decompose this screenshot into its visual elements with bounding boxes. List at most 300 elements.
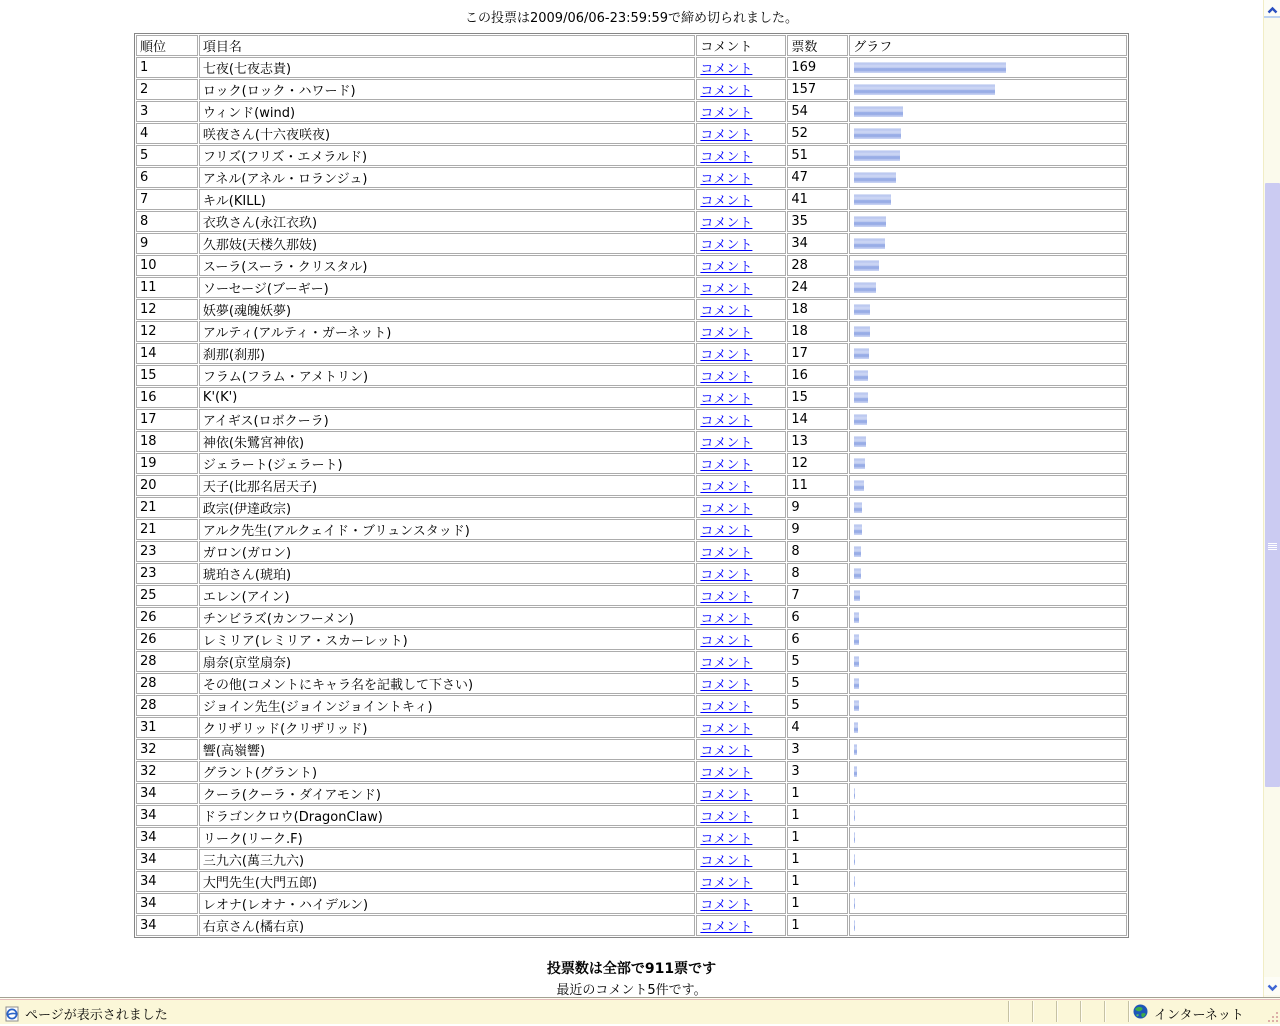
comment-cell <box>696 585 786 606</box>
graph-cell <box>849 453 1127 474</box>
statusbar-separator <box>1080 1001 1082 1022</box>
item-name-cell: ドラゴンクロウ(DragonClaw) <box>199 805 695 826</box>
comment-link[interactable]: コメント <box>700 898 753 913</box>
votes-cell: 9 <box>787 497 848 518</box>
table-row <box>136 827 1127 848</box>
graph-cell <box>849 717 1127 738</box>
graph-cell <box>849 497 1127 518</box>
votes-cell: 8 <box>787 541 848 562</box>
comment-cell <box>696 145 786 166</box>
comment-cell <box>696 849 786 870</box>
item-name-cell: アルティ(アルティ・ガーネット) <box>199 321 695 342</box>
security-zone-label: インターネット <box>1154 1008 1244 1023</box>
scroll-down-button[interactable] <box>1264 977 1280 995</box>
comment-cell <box>696 541 786 562</box>
item-name-cell: 久那妓(天楼久那妓) <box>199 233 695 254</box>
rank-cell: 31 <box>136 717 198 738</box>
vote-bar <box>854 854 855 865</box>
table-row <box>136 431 1127 452</box>
scrollbar-thumb-grip <box>1268 543 1277 550</box>
item-name-cell: キル(KILL) <box>199 189 695 210</box>
graph-cell <box>849 409 1127 430</box>
comment-link[interactable]: コメント <box>700 480 753 495</box>
statusbar-separator <box>1128 1001 1130 1022</box>
votes-cell: 8 <box>787 563 848 584</box>
comment-link[interactable]: コメント <box>700 172 753 187</box>
scrollbar-thumb[interactable] <box>1265 183 1280 787</box>
table-row <box>136 695 1127 716</box>
votes-cell: 3 <box>787 739 848 760</box>
item-name-cell: 咲夜さん(十六夜咲夜) <box>199 123 695 144</box>
vote-bar <box>854 392 868 403</box>
comment-link[interactable]: コメント <box>700 722 753 737</box>
graph-cell <box>849 585 1127 606</box>
comment-link[interactable]: コメント <box>700 876 753 891</box>
rank-cell: 34 <box>136 893 198 914</box>
votes-cell: 157 <box>787 79 848 100</box>
comment-cell <box>696 255 786 276</box>
comment-link[interactable]: コメント <box>700 546 753 561</box>
comment-cell <box>696 343 786 364</box>
vote-bar <box>854 106 903 117</box>
rank-cell: 8 <box>136 211 198 232</box>
vote-bar <box>854 238 885 249</box>
graph-cell <box>849 321 1127 342</box>
comment-cell <box>696 827 786 848</box>
vote-bar <box>854 216 886 227</box>
comment-cell <box>696 651 786 672</box>
vote-bar <box>854 876 855 887</box>
table-row <box>136 145 1127 166</box>
vote-bar <box>854 810 855 821</box>
votes-cell: 35 <box>787 211 848 232</box>
comment-cell <box>696 409 786 430</box>
item-name-cell: アルク先生(アルクェイド・ブリュンスタッド) <box>199 519 695 540</box>
votes-cell: 1 <box>787 805 848 826</box>
recent-comments-line: 最近のコメント5件です。 <box>556 983 707 997</box>
graph-cell <box>849 57 1127 78</box>
vertical-scrollbar[interactable] <box>1263 0 1280 997</box>
comment-link[interactable]: コメント <box>700 920 753 935</box>
table-row <box>136 739 1127 760</box>
votes-cell: 41 <box>787 189 848 210</box>
votes-cell: 34 <box>787 233 848 254</box>
table-row <box>136 343 1127 364</box>
table-row <box>136 629 1127 650</box>
comment-link[interactable]: コメント <box>700 370 753 385</box>
rank-cell: 34 <box>136 915 198 936</box>
item-name-cell: 妖夢(魂魄妖夢) <box>199 299 695 320</box>
rank-cell: 16 <box>136 387 198 408</box>
vote-bar <box>854 744 857 755</box>
votes-cell: 28 <box>787 255 848 276</box>
comment-link[interactable]: コメント <box>700 612 753 627</box>
table-row <box>136 519 1127 540</box>
item-name-cell: 響(高嶺響) <box>199 739 695 760</box>
table-row <box>136 57 1127 78</box>
comment-link[interactable]: コメント <box>700 304 753 319</box>
item-name-cell: 刹那(刹那) <box>199 343 695 364</box>
comment-link[interactable]: コメント <box>700 282 753 297</box>
table-row <box>136 167 1127 188</box>
rank-cell: 23 <box>136 563 198 584</box>
vote-bar <box>854 722 858 733</box>
comment-link[interactable]: コメント <box>700 326 753 341</box>
votes-cell: 6 <box>787 607 848 628</box>
rank-cell: 34 <box>136 827 198 848</box>
comment-cell <box>696 761 786 782</box>
table-row <box>136 387 1127 408</box>
table-row <box>136 79 1127 100</box>
item-name-cell: ソーセージ(ブーギー) <box>199 277 695 298</box>
table-row <box>136 475 1127 496</box>
item-name-cell: ガロン(ガロン) <box>199 541 695 562</box>
comment-cell <box>696 893 786 914</box>
comment-cell <box>696 299 786 320</box>
rank-cell: 28 <box>136 695 198 716</box>
vote-bar <box>854 524 862 535</box>
window-resize-grip[interactable] <box>1265 1009 1278 1022</box>
table-row <box>136 673 1127 694</box>
votes-cell: 5 <box>787 695 848 716</box>
comment-link[interactable]: コメント <box>700 744 753 759</box>
vote-bar <box>854 612 859 623</box>
table-row <box>136 915 1127 936</box>
rank-cell: 3 <box>136 101 198 122</box>
rank-cell: 32 <box>136 739 198 760</box>
comment-cell <box>696 101 786 122</box>
table-row <box>136 849 1127 870</box>
comment-cell <box>696 277 786 298</box>
graph-cell <box>849 387 1127 408</box>
rank-cell: 12 <box>136 321 198 342</box>
graph-cell <box>849 783 1127 804</box>
comment-link[interactable]: コメント <box>700 810 753 825</box>
comment-link[interactable]: コメント <box>700 524 753 539</box>
rank-cell: 2 <box>136 79 198 100</box>
comment-cell <box>696 563 786 584</box>
comment-cell <box>696 915 786 936</box>
votes-cell: 15 <box>787 387 848 408</box>
vote-closed-notice: この投票は2009/06/06-23:59:59で締め切られました。 <box>464 11 798 26</box>
votes-cell: 1 <box>787 893 848 914</box>
table-row <box>136 299 1127 320</box>
vote-bar <box>854 326 870 337</box>
internet-globe-icon <box>1133 1004 1148 1023</box>
comment-cell <box>696 695 786 716</box>
rank-cell: 5 <box>136 145 198 166</box>
votes-cell: 1 <box>787 849 848 870</box>
comment-cell <box>696 783 786 804</box>
item-name-cell: 神依(朱鷺宮神依) <box>199 431 695 452</box>
votes-cell: 169 <box>787 57 848 78</box>
vote-bar <box>854 898 855 909</box>
graph-cell <box>849 255 1127 276</box>
statusbar-separator <box>1008 1001 1010 1022</box>
vote-bar <box>854 84 995 95</box>
graph-cell <box>849 365 1127 386</box>
votes-cell: 18 <box>787 321 848 342</box>
graph-cell <box>849 629 1127 650</box>
vote-bar <box>854 590 860 601</box>
table-row <box>136 277 1127 298</box>
table-row <box>136 101 1127 122</box>
table-row <box>136 761 1127 782</box>
table-row <box>136 651 1127 672</box>
vote-bar <box>854 260 879 271</box>
votes-cell: 12 <box>787 453 848 474</box>
graph-cell <box>849 299 1127 320</box>
votes-cell: 1 <box>787 827 848 848</box>
vote-bar <box>854 172 896 183</box>
table-row <box>136 211 1127 232</box>
comment-link[interactable]: コメント <box>700 502 753 517</box>
vote-bar <box>854 304 870 315</box>
status-bar <box>0 997 1280 1024</box>
rank-cell: 6 <box>136 167 198 188</box>
graph-cell <box>849 123 1127 144</box>
votes-cell: 4 <box>787 717 848 738</box>
comment-cell <box>696 805 786 826</box>
table-row <box>136 805 1127 826</box>
graph-cell <box>849 145 1127 166</box>
item-name-cell: 天子(比那名居天子) <box>199 475 695 496</box>
status-message: ページが表示されました <box>25 1008 168 1023</box>
rank-cell: 26 <box>136 629 198 650</box>
rank-cell: 28 <box>136 673 198 694</box>
comment-link[interactable]: コメント <box>700 194 753 209</box>
item-name-cell: リーク(リーク.F) <box>199 827 695 848</box>
ie-page-icon <box>4 1006 20 1022</box>
rank-cell: 9 <box>136 233 198 254</box>
table-row <box>136 255 1127 276</box>
table-row <box>136 123 1127 144</box>
graph-cell <box>849 607 1127 628</box>
comment-link[interactable]: コメント <box>700 238 753 253</box>
table-row <box>136 893 1127 914</box>
vote-bar <box>854 788 855 799</box>
graph-cell <box>849 739 1127 760</box>
header-name: 項目名 <box>199 35 695 56</box>
item-name-cell: ジョイン先生(ジョインジョイントキィ) <box>199 695 695 716</box>
comment-cell <box>696 211 786 232</box>
item-name-cell: 琥珀さん(琥珀) <box>199 563 695 584</box>
comment-link[interactable]: コメント <box>700 62 753 77</box>
rank-cell: 4 <box>136 123 198 144</box>
rank-cell: 18 <box>136 431 198 452</box>
votes-cell: 11 <box>787 475 848 496</box>
item-name-cell: レミリア(レミリア・スカーレット) <box>199 629 695 650</box>
comment-link[interactable]: コメント <box>700 436 753 451</box>
vote-bar <box>854 282 876 293</box>
vote-bar <box>854 348 869 359</box>
comment-link[interactable]: コメント <box>700 634 753 649</box>
table-row <box>136 585 1127 606</box>
vote-bar <box>854 436 866 447</box>
comment-cell <box>696 629 786 650</box>
votes-cell: 9 <box>787 519 848 540</box>
comment-link[interactable]: コメント <box>700 348 753 363</box>
table-header-row <box>136 35 1127 56</box>
comment-link[interactable]: コメント <box>700 216 753 231</box>
votes-cell: 17 <box>787 343 848 364</box>
comment-cell <box>696 57 786 78</box>
comment-link[interactable]: コメント <box>700 150 753 165</box>
graph-cell <box>849 101 1127 122</box>
graph-cell <box>849 871 1127 892</box>
item-name-cell: フラム(フラム・アメトリン) <box>199 365 695 386</box>
table-row <box>136 871 1127 892</box>
comment-cell <box>696 321 786 342</box>
rank-cell: 11 <box>136 277 198 298</box>
graph-cell <box>849 189 1127 210</box>
statusbar-separator <box>1104 1001 1106 1022</box>
comment-link[interactable]: コメント <box>700 700 753 715</box>
comment-link[interactable]: コメント <box>700 788 753 803</box>
item-name-cell: フリズ(フリズ・エメラルド) <box>199 145 695 166</box>
table-row <box>136 453 1127 474</box>
item-name-cell: クリザリッド(クリザリッド) <box>199 717 695 738</box>
item-name-cell: 扇奈(京堂扇奈) <box>199 651 695 672</box>
statusbar-separator <box>1056 1001 1058 1022</box>
vote-bar <box>854 678 859 689</box>
votes-cell: 52 <box>787 123 848 144</box>
votes-cell: 1 <box>787 783 848 804</box>
comment-link[interactable]: コメント <box>700 392 753 407</box>
comment-cell <box>696 607 786 628</box>
header-graph: グラフ <box>849 35 1127 56</box>
votes-cell: 16 <box>787 365 848 386</box>
comment-cell <box>696 739 786 760</box>
comment-link[interactable]: コメント <box>700 458 753 473</box>
graph-cell <box>849 431 1127 452</box>
vote-bar <box>854 634 859 645</box>
total-votes-line: 投票数は全部で911票です <box>546 961 717 977</box>
comment-link[interactable]: コメント <box>700 832 753 847</box>
vote-bar <box>854 414 867 425</box>
vote-bar <box>854 458 865 469</box>
results-table-body <box>136 35 1127 936</box>
comment-cell <box>696 673 786 694</box>
rank-cell: 32 <box>136 761 198 782</box>
comment-link[interactable]: コメント <box>700 84 753 99</box>
graph-cell <box>849 233 1127 254</box>
comment-cell <box>696 233 786 254</box>
comment-link[interactable]: コメント <box>700 260 753 275</box>
rank-cell: 20 <box>136 475 198 496</box>
item-name-cell: ウィンド(wind) <box>199 101 695 122</box>
vote-results-table <box>134 33 1129 938</box>
votes-cell: 7 <box>787 585 848 606</box>
graph-cell <box>849 651 1127 672</box>
table-row <box>136 321 1127 342</box>
votes-cell: 14 <box>787 409 848 430</box>
vote-bar <box>854 832 855 843</box>
item-name-cell: ロック(ロック・ハワード) <box>199 79 695 100</box>
rank-cell: 14 <box>136 343 198 364</box>
comment-cell <box>696 519 786 540</box>
graph-cell <box>849 343 1127 364</box>
item-name-cell: チンビラズ(カンフーメン) <box>199 607 695 628</box>
table-row <box>136 189 1127 210</box>
graph-cell <box>849 805 1127 826</box>
graph-cell <box>849 761 1127 782</box>
table-row <box>136 233 1127 254</box>
header-rank: 順位 <box>136 35 198 56</box>
comment-link[interactable]: コメント <box>700 854 753 869</box>
comment-link[interactable]: コメント <box>700 590 753 605</box>
graph-cell <box>849 211 1127 232</box>
rank-cell: 7 <box>136 189 198 210</box>
vote-bar <box>854 370 868 381</box>
header-votes: 票数 <box>787 35 848 56</box>
rank-cell: 12 <box>136 299 198 320</box>
comment-link[interactable]: コメント <box>700 568 753 583</box>
comment-link[interactable]: コメント <box>700 128 753 143</box>
vote-bar <box>854 700 859 711</box>
comment-link[interactable]: コメント <box>700 766 753 781</box>
graph-cell <box>849 827 1127 848</box>
item-name-cell: 三九六(萬三九六) <box>199 849 695 870</box>
vote-bar <box>854 568 861 579</box>
vote-bar <box>854 656 859 667</box>
comment-link[interactable]: コメント <box>700 106 753 121</box>
comment-link[interactable]: コメント <box>700 656 753 671</box>
graph-cell <box>849 277 1127 298</box>
rank-cell: 21 <box>136 497 198 518</box>
votes-cell: 1 <box>787 915 848 936</box>
header-comment: コメント <box>696 35 786 56</box>
votes-cell: 5 <box>787 651 848 672</box>
item-name-cell: アネル(アネル・ロランジュ) <box>199 167 695 188</box>
comment-cell <box>696 431 786 452</box>
votes-cell: 1 <box>787 871 848 892</box>
vote-bar <box>854 194 891 205</box>
statusbar-separator <box>1032 1001 1034 1022</box>
comment-cell <box>696 123 786 144</box>
comment-cell <box>696 453 786 474</box>
vote-bar <box>854 62 1006 73</box>
item-name-cell: 大門先生(大門五郎) <box>199 871 695 892</box>
rank-cell: 34 <box>136 805 198 826</box>
graph-cell <box>849 541 1127 562</box>
item-name-cell: K'(K') <box>199 387 695 408</box>
rank-cell: 23 <box>136 541 198 562</box>
vote-bar <box>854 920 855 931</box>
item-name-cell: グラント(グラント) <box>199 761 695 782</box>
graph-cell <box>849 167 1127 188</box>
table-row <box>136 409 1127 430</box>
item-name-cell: レオナ(レオナ・ハイデルン) <box>199 893 695 914</box>
votes-cell: 3 <box>787 761 848 782</box>
rank-cell: 25 <box>136 585 198 606</box>
comment-link[interactable]: コメント <box>700 414 753 429</box>
rank-cell: 10 <box>136 255 198 276</box>
comment-cell <box>696 189 786 210</box>
item-name-cell: クーラ(クーラ・ダイアモンド) <box>199 783 695 804</box>
graph-cell <box>849 915 1127 936</box>
scroll-up-button[interactable] <box>1264 0 1280 18</box>
votes-cell: 54 <box>787 101 848 122</box>
comment-cell <box>696 79 786 100</box>
votes-cell: 24 <box>787 277 848 298</box>
item-name-cell: 右京さん(橘右京) <box>199 915 695 936</box>
table-row <box>136 497 1127 518</box>
comment-link[interactable]: コメント <box>700 678 753 693</box>
rank-cell: 34 <box>136 871 198 892</box>
graph-cell <box>849 563 1127 584</box>
vote-bar <box>854 766 857 777</box>
